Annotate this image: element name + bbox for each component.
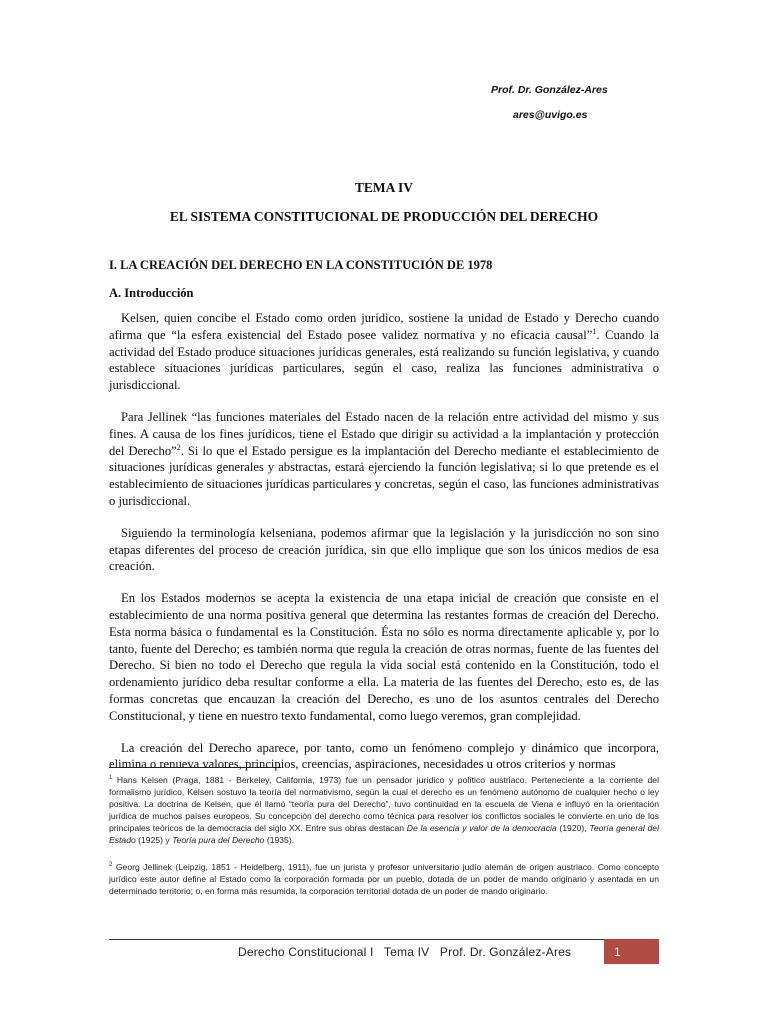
paragraph-text: Para Jellinek “las funciones materiales del Estado nacen de la relación entre actividad del mismo y sus fines. A causa de los fines jurídicos, tiene el Estado que dirigir su actividad a la implantación y protección del Derecho” bbox=[109, 409, 659, 458]
paragraph bbox=[109, 310, 659, 394]
paragraph bbox=[109, 525, 659, 575]
paragraph bbox=[109, 590, 659, 724]
book-title: De la esencia y valor de la democracia bbox=[406, 823, 557, 834]
book-title: Teoría general del Estado bbox=[109, 823, 659, 846]
paragraph-text: . Si lo que el Estado persigue es la implantación del Derecho mediante el establecimiento de situaciones jurídicas generales y abstractas, estará ejerciendo la función legislativa; si lo que pretende es el establecimiento de situaciones jurídicas particulares y concretas, según el caso, las funciones administrativas o jurisdiccional. bbox=[109, 443, 659, 508]
paragraph bbox=[109, 740, 659, 774]
footnote-2 bbox=[109, 861, 659, 897]
book-title: Teoría pura del Derecho bbox=[172, 835, 265, 846]
chapter-title: EL SISTEMA CONSTITUCIONAL DE PRODUCCIÓN DEL DERECHO bbox=[169, 209, 599, 224]
paragraph-text: La creación del Derecho aparece, por tanto, como un fenómeno complejo y dinámico que incorpora, elimina o renueva valores, principios, creencias, aspiraciones, necesidades u otros criterios y normas bbox=[109, 740, 659, 772]
footer-divider bbox=[109, 939, 659, 940]
subsection-heading: A. Introducción bbox=[109, 286, 194, 300]
footnote-text: Georg Jellinek (Leipzig, 1851 - Heidelberg, 1911), fue un jurista y profesor universitario judío alemán de origen austriaco. Como concepto jurídico este autor define al Estado como la corporación formada por un pueblo, dotada de un poder de mando originario y asentada en un determinado territorio; o, en forma más resumida, la corporación territorial dotada de un poder de mando originario. bbox=[109, 861, 660, 896]
footnote-text: Hans Kelsen (Praga, 1881 - Berkeley, California, 1973) fue un pensador jurídico y político austriaco. Perteneciente a la corriente del formalismo jurídico, Kelsen sostuvo la teoría del normativismo, según la cual el derecho es un fenómeno autónomo de cualquier hecho o ley positiva. La doctrina de Kelsen, que él llamó “teoría pura del Derecho”, tuvo continuidad en la escuela de Viena e influyó en la orientación jurídica de muchos países europeos. Su concepción del derecho como técnica para resolver los conflictos sociales le convierte en uno de los principales teóricos de la democracia del siglo XX. Entre sus obras destacan bbox=[109, 775, 659, 834]
paragraph bbox=[109, 409, 659, 510]
footnote-text: (1925) y bbox=[135, 835, 173, 846]
footer-text: Derecho Constitucional I Tema IV Prof. Dr. González-Ares bbox=[238, 945, 572, 959]
body-text bbox=[109, 310, 659, 788]
author-name: Prof. Dr. González-Ares bbox=[491, 84, 608, 96]
section-heading: I. LA CREACIÓN DEL DERECHO EN LA CONSTITUCIÓN DE 1978 bbox=[109, 258, 493, 272]
footnote-text: (1920), bbox=[556, 823, 590, 834]
chapter-number: TEMA IV bbox=[354, 180, 414, 195]
footnote-text: (1935). bbox=[264, 835, 295, 846]
footnote-divider bbox=[109, 767, 281, 768]
paragraph-text: En los Estados modernos se acepta la existencia de una etapa inicial de creación que consiste en el establecimiento de una norma positiva general que determina las restantes formas de creación del Derecho. Esta norma básica o fundamental es la Constitución. Ésta no sólo es norma directamente aplicable y, por lo tanto, fuente del Derecho; es también norma que regula la creación de otras normas, fuente de las fuentes del Derecho. Si bien no todo el Derecho que regula la vida social está contenido en la Constitución, todo el ordenamiento jurídico deba resultar conforme a ella. La materia de las fuentes del Derecho, esto es, de las formas concretas que encauzan la creación del Derecho, es uno de los asuntos centrales del Derecho Constitucional, y tiene en nuestro texto fundamental, como luego veremos, gran complejidad. bbox=[109, 591, 659, 723]
footnote-number: 2 bbox=[109, 861, 113, 868]
footnote-ref: 2 bbox=[176, 442, 181, 452]
footnotes bbox=[109, 774, 659, 911]
footnote-number: 1 bbox=[109, 775, 113, 782]
paragraph-text: . Cuando la actividad del Estado produce situaciones jurídicas generales, está realizando su función legislativa, y cuando establece situaciones jurídicas particulares, según el caso, realiza las funciones administrativa o jurisdiccional. bbox=[109, 327, 659, 393]
paragraph-text: Kelsen, quien concibe el Estado como orden jurídico, sostiene la unidad de Estado y Derecho cuando afirma que “la esfera existencial del Estado posee validez normativa y no eficacia causal” bbox=[109, 311, 659, 342]
paragraph-text: Siguiendo la terminología kelseniana, podemos afirmar que la legislación y la jurisdicción no son sino etapas diferentes del proceso de creación jurídica, sin que ello implique que son los únicos medios de esa creación. bbox=[109, 525, 659, 574]
author-email: ares@uvigo.es bbox=[513, 109, 588, 121]
page-number-badge: 1 bbox=[604, 939, 659, 964]
footnote-1 bbox=[109, 774, 659, 847]
footnote-ref: 1 bbox=[592, 326, 597, 336]
